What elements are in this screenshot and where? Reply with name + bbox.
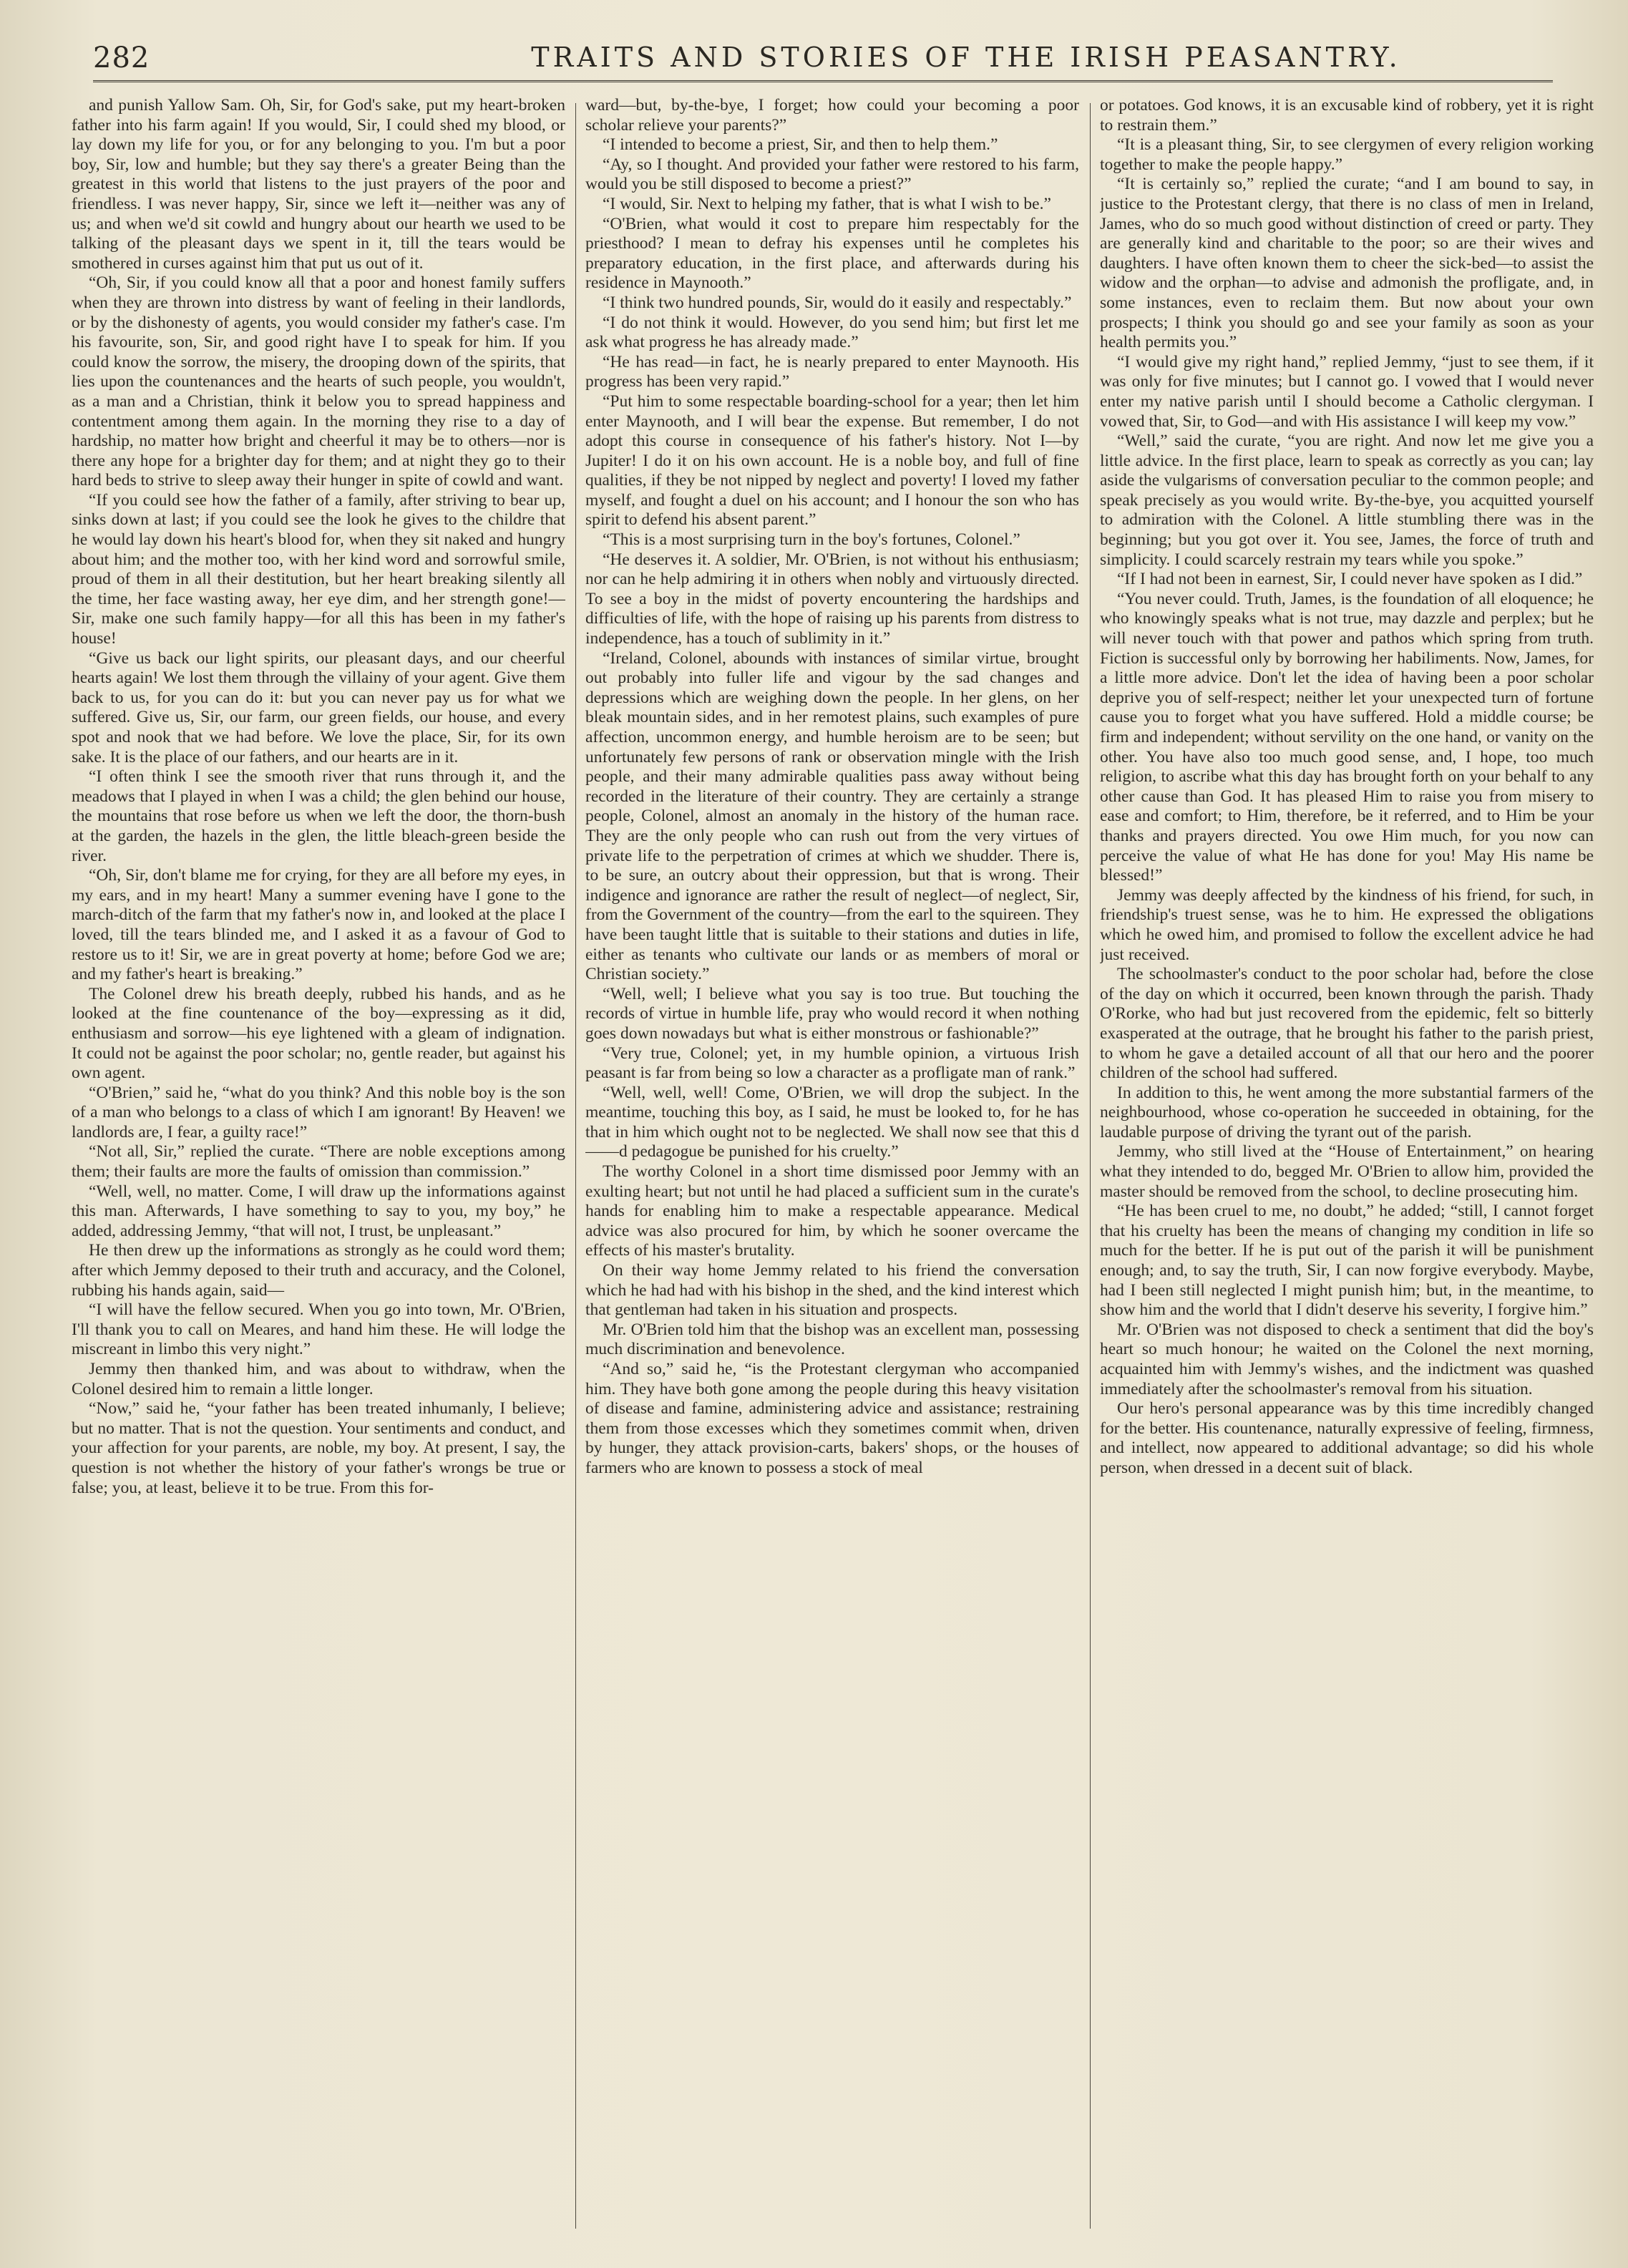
paragraph: “I do not think it would. However, do you send him; but first let me ask what progress he has already made.” [585,313,1079,352]
paragraph: “Very true, Colonel; yet, in my humble opinion, a virtuous Irish peasant is far from being so low a character as a profligate man of rank.” [585,1043,1079,1083]
paragraph: “Well,” said the curate, “you are right. And now let me give you a little advice. In the first place, learn to speak as correctly as you can; lay aside the vulgarisms of conversation peculiar to the common people; and speak precisely as you would write. By-the-bye, you acquitted yourself to admiration with the Colonel. A little stumbling there was in the beginning; but you got over it. You see, James, the force of truth and simplicity. I could scarcely restrain my tears while you spoke.” [1100,432,1594,569]
paragraph: “Now,” said he, “your father has been treated inhumanly, I believe; but no matter. That is not the question. Your sentiments and conduct, and your affection for your parents, are noble, my boy. At present, I say, the question is not whether the history of your father's wrongs be true or false; you, at least, believe it to be true. From this for- [72,1399,565,1497]
paragraph: The schoolmaster's conduct to the poor scholar had, before the close of the day on which it occurred, been known through the parish. Thady O'Rorke, who had but just recovered from the epidemic, felt so bitterly exasperated at the outrage, that he brought his father to the parish priest, to whom he gave a detailed account of all that our hero and the poorer children of the school had suffered. [1100,965,1594,1083]
paragraph: “It is a pleasant thing, Sir, to see clergymen of every religion working together to make the people happy.” [1100,135,1594,174]
paragraph: Mr. O'Brien was not disposed to check a sentiment that did the boy's heart so much honour; he waited on the Colonel the next morning, acquainted him with Jemmy's wishes, and the indictment was quashed immediately after the schoolmaster's removal from his situation. [1100,1320,1594,1398]
paragraph: “And so,” said he, “is the Protestant clergyman who accompanied him. They have both gone among the people during this heavy visitation of disease and famine, administering advice and assistance; restraining them from those excesses which they sometimes commit when, driven by hunger, they attack provision-carts, bakers' shops, or the houses of farmers who are known to possess a stock of meal [585,1360,1079,1477]
paragraph: “It is certainly so,” replied the curate; “and I am bound to say, in justice to the Protestant clergy, that there is no class of men in Ireland, James, who do so much good without distinction of creed or party. They are generally kind and charitable to the poor; so are their wives and daughters. I have often known them to cheer the sick-bed—to assist the widow and the orphan—to advise and admonish the profligate, and, in some instances, even to reclaim them. But now about your own prospects; I think you should go and see your family as soon as your health permits you.” [1100,175,1594,352]
paragraph: “If I had not been in earnest, Sir, I could never have spoken as I did.” [1117,570,1583,589]
paragraph: Jemmy then thanked him, and was about to withdraw, when the Colonel desired him to remain a little longer. [72,1360,565,1398]
text-columns [72,96,1603,2236]
paragraph: “I will have the fellow secured. When you go into town, Mr. O'Brien, I'll thank you to call on Meares, and hand him these. He will lodge the miscreant in limbo this very night.” [72,1300,565,1359]
paragraph: Mr. O'Brien told him that the bishop was an excellent man, possessing much discrimination and benevolence. [585,1320,1079,1359]
paragraph: “I would, Sir. Next to helping my father, that is what I wish to be.” [603,194,1051,213]
paragraph: “Put him to some respectable boarding-school for a year; then let him enter Maynooth, and I will bear the expense. But remember, I do not adopt this course in consequence of his father's history. Not I—by Jupiter! I do it on his own account. He is a noble boy, and full of fine qualities, if they be not nipped by neglect and poverty! I loved my father myself, and fought a duel on his account; and I honour the son who has spirit to defend his absent parent.” [585,391,1079,530]
paragraph: “Not all, Sir,” replied the curate. “There are noble exceptions among them; their faults are more the faults of omission than commission.” [72,1142,565,1182]
paragraph: “Well, well; I believe what you say is too true. But touching the records of virtue in humble life, pray who would record it when nothing goes down nowadays but what is either monstrous or fashionable?” [585,984,1079,1043]
paragraph: “Oh, Sir, don't blame me for crying, for they are all before my eyes, in my ears, and in my heart! Many a summer evening have I gone to the march-ditch of the farm that my father's now in, and looked at the place I loved, till the tears blinded me, and I asked it as a favour of God to restore us to it! Sir, we are in great poverty at home; before God we are; and my father's heart is breaking.” [72,866,565,984]
paragraph: “This is a most surprising turn in the boy's fortunes, Colonel.” [603,530,1020,550]
paragraph: “I often think I see the smooth river that runs through it, and the meadows that I played in when I was a child; the glen behind our house, the mountains that rose before us when we left the door, the thorn-bush at the garden, the hazels in the glen, the little bleach-green beside the river. [72,767,565,865]
paragraph: “If you could see how the father of a family, after striving to bear up, sinks down at last; if you could see the look he gives to the childre that he would lay down his heart's blood for, when they sit naked and hungry about him; and the mother too, with her kind word and sorrowful smile, proud of them in all their destitution, but her heart breaking silently all the time, her face wasting away, her eye dim, and her strength gone!—Sir, make one such family happy—for all this has been in my father's house! [72,490,565,648]
paragraph: He then drew up the informations as strongly as he could word them; after which Jemmy deposed to their truth and accuracy, and the Colonel, rubbing his hands again, said— [72,1241,565,1300]
page-number: 282 [93,42,150,74]
paragraph: On their way home Jemmy related to his friend the conversation which he had had with his bishop in the shed, and the kind interest which that gentleman had taken in his situation and prospects. [585,1261,1079,1320]
paragraph: The Colonel drew his breath deeply, rubbed his hands, and as he looked at the fine countenance of the boy—expressing as it did, enthusiasm and sorrow—his eye lightened with a gleam of indignation. It could not be against the poor scholar; no, gentle reader, but against his own agent. [72,984,565,1083]
paragraph: “You never could. Truth, James, is the foundation of all eloquence; he who knowingly speaks what is not true, may dazzle and perplex; but he will never touch with that power and pathos which spring from truth. Fiction is successful only by borrowing her habiliments. Now, James, for a little more advice. Don't let the idea of having been a poor scholar deprive you of self-respect; neither let your unexpected turn of fortune cause you to forget what you have suffered. Hold a middle course; be firm and independent; without servility on the one hand, or vanity on the other. You have also too much good sense, and, I hope, too much religion, to ascribe what this day has brought forth on your behalf to any other cause than God. It has pleased Him to raise you from misery to ease and comfort; to Him, therefore, be it referred, and to Him be your thanks and prayers directed. You owe Him much, for you now can perceive the value of what He has done for you! May His name be blessed!” [1100,589,1594,885]
paragraph: Jemmy was deeply affected by the kindness of his friend, for such, in friendship's truest sense, was he to him. He expressed the obligations which he owed him, and promised to follow the excellent advice he had just received. [1100,885,1594,964]
text-column-1 [72,96,565,2236]
paragraph: “He has been cruel to me, no doubt,” he added; “still, I cannot forget that his cruelty has been the means of changing my condition in life so much for the better. If he is put out of the parish it will be punishment enough; and, to say the truth, Sir, I can now forgive everybody. Maybe, had I been still neglected I might punish him; but, in the meantime, to show him and the world that I didn't deserve his severity, I forgive him.” [1100,1202,1594,1320]
paragraph: “I would give my right hand,” replied Jemmy, “just to see them, if it was only for five minutes; but I cannot go. I vowed that I would never enter my native parish until I should become a Catholic clergyman. I vowed that, Sir, to God—and with His assistance I will keep my vow.” [1100,352,1594,431]
paragraph: “Oh, Sir, if you could know all that a poor and honest family suffers when they are thrown into distress by want of feeling in their landlords, or by the dishonesty of agents, you would consider my father's case. I'm his favourite, son, Sir, and good right have I to speak for him. If you could know the sorrow, the misery, the drooping down of the spirits, that lies upon the countenances and the hearts of such people, you wouldn't, as a man and a Christian, think it below you to spread happiness and contentment among them again. In the morning they rise to a day of hardship, no matter how bright and cheerful it may be to others—nor is there any hope for a brighter day for them; and at night they go to their hard beds to strive to sleep away their hunger in spite of cowld and want. [72,273,565,490]
paragraph: and punish Yallow Sam. Oh, Sir, for God's sake, put my heart-broken father into his farm again! If you would, Sir, I could shed my blood, or lay down my life for you, or for any belonging to you. I'm but a poor boy, Sir, low and humble; but they say there's a greater Being than the greatest in this world that listens to the just prayers of the poor and friendless. I was never happy, Sir, since we left it—neither was any of us; and when we'd sit cowld and hungry about our hearth we used to be talking of the pleasant days we spent in it, till the tears would be smothered in curses against him that put us out of it. [72,96,565,273]
paragraph: “O'Brien,” said he, “what do you think? And this noble boy is the son of a man who belongs to a class of which I am ignorant! By Heaven! we landlords are, I fear, a guilty race!” [72,1083,565,1142]
paragraph: In addition to this, he went among the more substantial farmers of the neighbourhood, whose co-operation he succeeded in obtaining, for the laudable purpose of driving the tyrant out of the parish. [1100,1083,1594,1142]
paragraph: “Give us back our light spirits, our pleasant days, and our cheerful hearts again! We lost them through the villainy of your agent. Give them back to us, for you can do it: but you can never pay us for what we suffered. Give us, Sir, our farm, our green fields, our house, and every spot and nook that we had before. We love the place, Sir, for its own sake. It is the place of our fathers, and our hearts are in it. [72,648,565,766]
paragraph: Our hero's personal appearance was by this time incredibly changed for the better. His countenance, naturally expressive of feeling, firmness, and intellect, now appeared to additional advantage; so did his whole person, when dressed in a decent suit of black. [1100,1399,1594,1477]
paragraph: Jemmy, who still lived at the “House of Entertainment,” on hearing what they intended to do, begged Mr. O'Brien to allow him, provided the master should be removed from the school, to decline prosecuting him. [1100,1142,1594,1201]
paragraph: The worthy Colonel in a short time dismissed poor Jemmy with an exulting heart; but not until he had placed a sufficient sum in the curate's hands for enabling him to make a respectable appearance. Medical advice was also procured for him, by which he sooner overcame the effects of his master's brutality. [585,1162,1079,1260]
text-column-2 [585,96,1079,2236]
paragraph: “He has read—in fact, he is nearly prepared to enter Maynooth. His progress has been very rapid.” [585,352,1079,391]
paragraph: or potatoes. God knows, it is an excusable kind of robbery, yet it is right to restrain them.” [1100,96,1594,135]
column-divider [575,103,576,2229]
paragraph: “I intended to become a priest, Sir, and then to help them.” [603,135,998,155]
page-header [93,37,1553,82]
text-column-3 [1100,96,1594,2236]
paragraph: “Ireland, Colonel, abounds with instances of similar virtue, brought out probably into fuller life and vigour by the sad changes and depressions which are weighing down the people. In her glens, on her bleak mountain sides, and in her remotest plains, such examples of pure affection, uncommon energy, and humble heroism are to be seen; but unfortunately few persons of rank or observation mingle with the Irish people, and their many admirable qualities pass away without being recorded in the literature of their country. They are certainly a strange people, Colonel, almost an anomaly in the history of the human race. They are the only people who can rush out from the very virtues of private life to the perpetration of crimes at which we shudder. There is, to be sure, an outcry about their oppression, but that is wrong. Their indigence and ignorance are rather the result of neglect—of neglect, Sir, from the Government of the country—from the earl to the squireen. They have been taught little that is suitable to their stations and duties in life, either as tenants who cultivate our lands or as members of moral or Christian society.” [585,648,1079,984]
running-title: TRAITS AND STORIES OF THE IRISH PEASANTRY. [531,42,1401,73]
paragraph: “O'Brien, what would it cost to prepare him respectably for the priesthood? I mean to defray his expenses until he completes his preparatory education, in the first place, and afterwards during his residence in Maynooth.” [585,214,1079,293]
paragraph: “Ay, so I thought. And provided your father were restored to his farm, would you be still disposed to become a priest?” [585,155,1079,194]
paragraph: ward—but, by-the-bye, I forget; how could your becoming a poor scholar relieve your parents?” [585,96,1079,135]
paragraph: “I think two hundred pounds, Sir, would do it easily and respectably.” [603,293,1072,312]
paragraph: “Well, well, no matter. Come, I will draw up the informations against this man. Afterwards, I have something to say to you, my boy,” he added, addressing Jemmy, “that will not, I trust, be unpleasant.” [72,1182,565,1240]
column-divider [1090,103,1091,2229]
paragraph: “Well, well, well! Come, O'Brien, we will drop the subject. In the meantime, touching this boy, as I said, he must be looked to, for he has that in him which ought not to be neglected. We shall now see that this d——d pedagogue be punished for his cruelty.” [585,1083,1079,1162]
paragraph: “He deserves it. A soldier, Mr. O'Brien, is not without his enthusiasm; nor can he help admiring it in others when nobly and virtuously directed. To see a boy in the midst of poverty encountering the hardships and difficulties of life, with the hope of raising up his parents from distress to independence, has a touch of sublimity in it.” [585,550,1079,648]
